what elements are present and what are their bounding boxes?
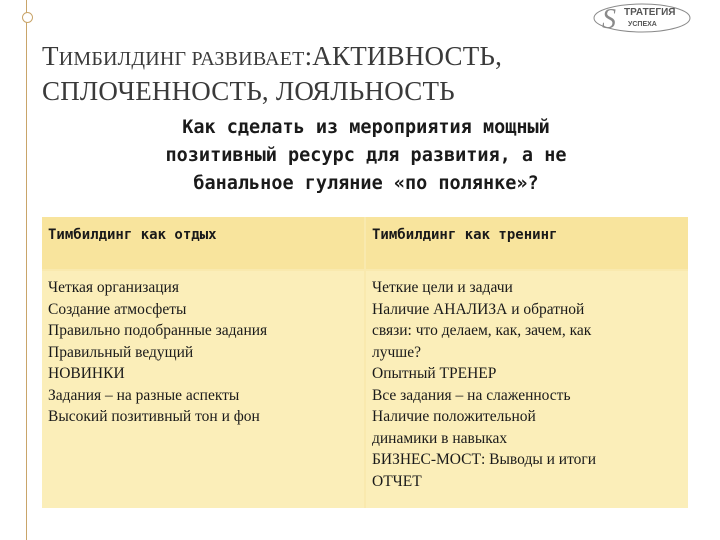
list-item: Наличие положительной (372, 408, 536, 425)
list-item: Четкая организация (48, 279, 179, 296)
question-line-1: Как сделать из мероприятия мощный (182, 117, 550, 138)
body-cell-training (366, 271, 688, 508)
question-line-2: позитивный ресурс для развития, а не (165, 145, 567, 166)
title-line-2: СПЛОЧЕННОСТЬ, ЛОЯЛЬНОСТЬ (42, 76, 455, 106)
list-item: связи: что делаем, как, зачем, как (372, 322, 592, 339)
leisure-list (48, 277, 267, 428)
title-line-1 (42, 40, 662, 75)
list-item: Все задания – на слаженность (372, 386, 571, 404)
header-training: Тимбилдинг как тренинг (372, 227, 558, 243)
list-item: НОВИНКИ (48, 365, 125, 382)
slide-title (42, 40, 662, 107)
header-leisure: Тимбилдинг как отдых (48, 227, 217, 243)
body-cell-leisure (42, 271, 364, 508)
title-capital: Т (42, 41, 59, 71)
list-item: Задания – на разные аспекты (48, 386, 240, 404)
list-item: БИЗНЕС-МОСТ: Выводы и итоги (372, 451, 597, 468)
left-decorative-rule (26, 0, 27, 540)
comparison-table (42, 217, 688, 508)
list-item: Создание атмосфеты (48, 300, 187, 318)
strategy-of-success-logo (592, 2, 692, 34)
training-list (372, 277, 596, 492)
logo-line1: ТРАТЕГИЯ (624, 7, 676, 18)
logo-line2: УСПЕХА (628, 21, 657, 28)
title-line-1-rest: :АКТИВНОСТЬ, (304, 41, 503, 71)
list-item: Правильный ведущий (48, 343, 194, 361)
rule-circle-ornament (22, 12, 33, 23)
header-cell-leisure (42, 217, 364, 269)
list-item: Высокий позитивный тон и фон (48, 408, 260, 425)
list-item: Опытный ТРЕНЕР (372, 365, 497, 382)
list-item: Четкие цели и задачи (372, 279, 513, 296)
list-item: ОТЧЕТ (372, 472, 422, 490)
list-item: динамики в навыках (372, 429, 508, 447)
logo-letter: S (602, 4, 616, 34)
list-item: Наличие АНАЛИЗА и обратной (372, 300, 585, 318)
header-cell-training (366, 217, 688, 269)
question-line-3: банальное гуляние «по полянке»? (193, 173, 539, 194)
question-text (116, 114, 616, 198)
list-item: лучше? (372, 343, 421, 361)
title-line-1-small: ИМБИЛДИНГ РАЗВИВАЕТ (58, 48, 305, 70)
list-item: Правильно подобранные задания (48, 322, 268, 339)
